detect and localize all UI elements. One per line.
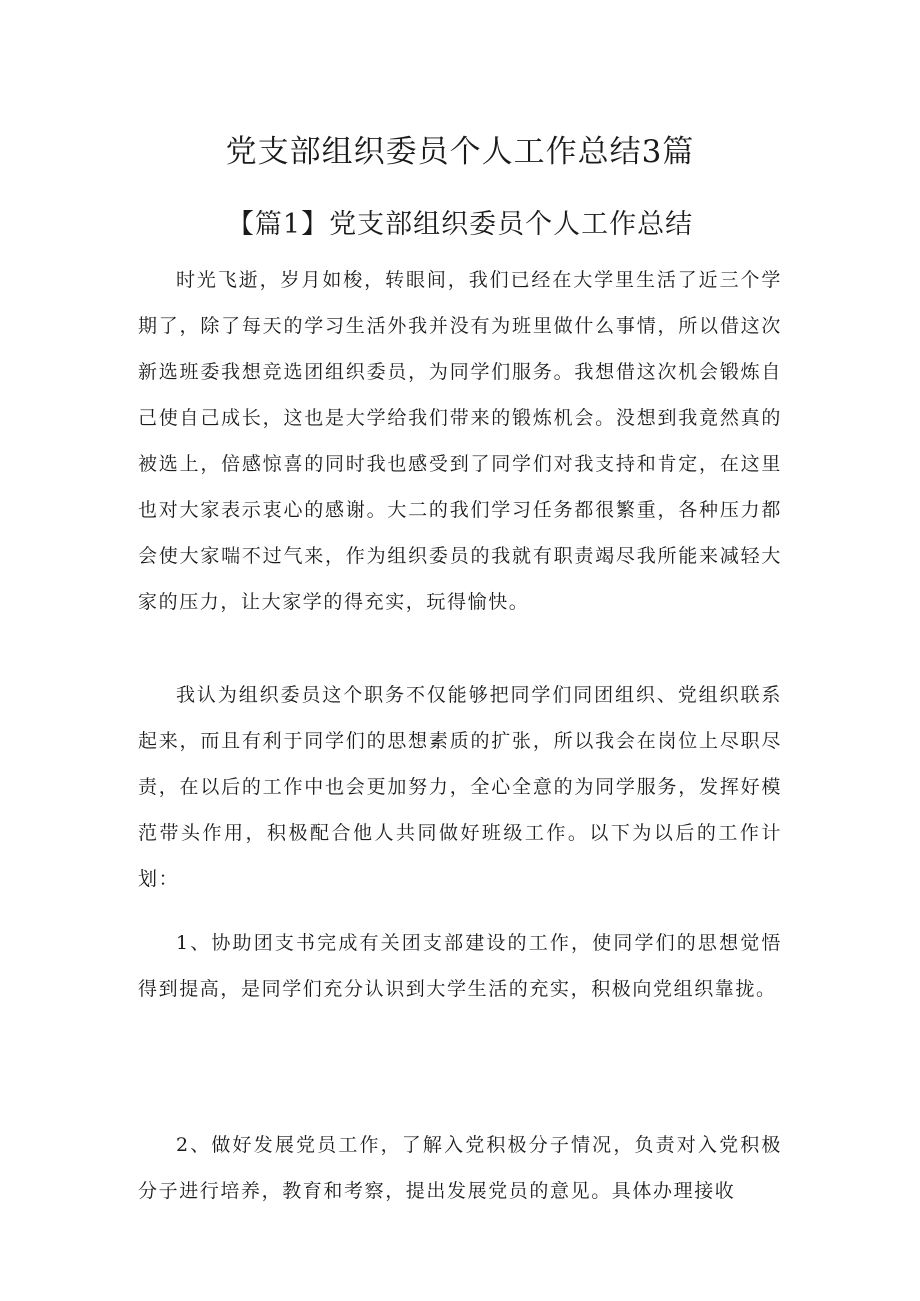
paragraph-1: 时光飞逝，岁月如梭，转眼间，我们已经在大学里生活了近三个学期了，除了每天的学习生活外我并没有为班里做什么事情，所以借这次新选班委我想竞选团组织委员，为同学们服务。我想借这次机会锻炼自己使自己成长，这也是大学给我们带来的锻炼机会。没想到我竟然真的被选上，倍感惊喜的同时我也感受到了同学们对我支持和肯定，在这里也对大家表示衷心的感谢。大二的我们学习任务都很繁重，各种压力都会使大家喘不过气来，作为组织委员的我就有职责竭尽我所能来减轻大家的压力，让大家学的得充实，玩得愉快。 bbox=[138, 269, 782, 613]
section-title: 【篇1】党支部组织委员个人工作总结 bbox=[226, 209, 694, 240]
paragraph-2: 我认为组织委员这个职务不仅能够把同学们同团组织、党组织联系起来，而且有利于同学们的思想素质的扩张，所以我会在岗位上尽职尽责，在以后的工作中也会更加努力，全心全意的为同学服务，发挥好模范带头作用，积极配合他人共同做好班级工作。以下为以后的工作计划： bbox=[138, 684, 782, 890]
document-title: 党支部组织委员个人工作总结3篇 bbox=[225, 134, 695, 170]
paragraph-3: 1、协助团支书完成有关团支部建设的工作，使同学们的思想觉悟得到提高，是同学们充分认识到大学生活的充实，积极向党组织靠拢。 bbox=[138, 932, 782, 1000]
paragraph-4: 2、做好发展党员工作，了解入党积极分子情况，负责对入党积极分子进行培养，教育和考察，提出发展党员的意见。具体办理接收 bbox=[138, 1134, 782, 1202]
